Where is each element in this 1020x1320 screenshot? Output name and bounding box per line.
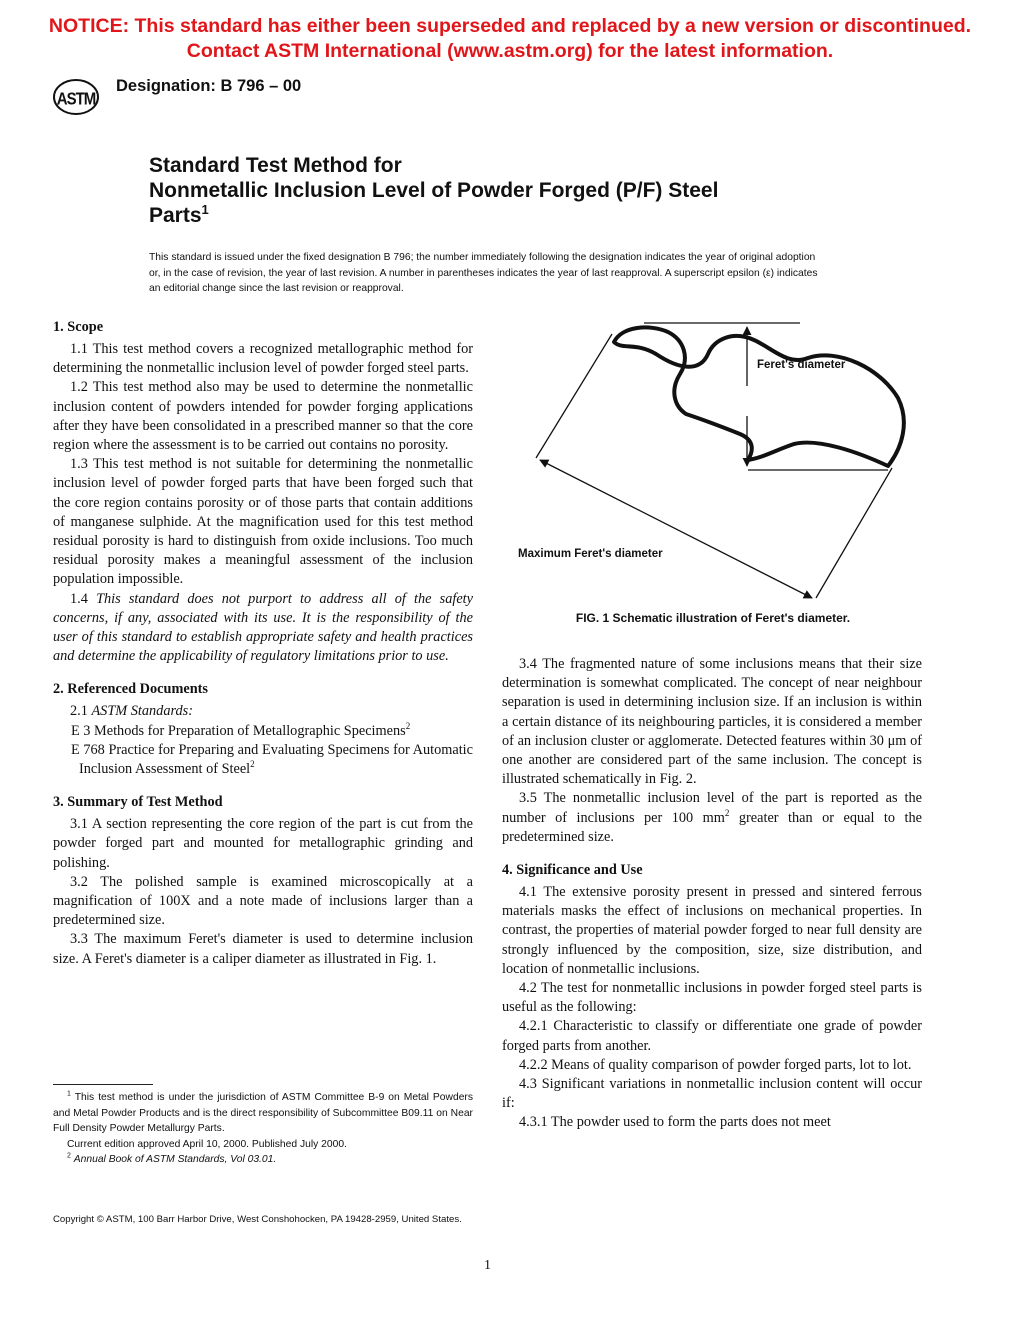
page-number: 1 [484, 1258, 491, 1273]
para-1-1: 1.1 This test method covers a recognized metallographic method for determining the nonmetallic inclusion level of powder forged steel parts. [53, 341, 473, 377]
notice-banner [0, 14, 1020, 64]
title-line-1: Standard Test Method for [149, 154, 402, 177]
para-3-5: 3.5 The nonmetallic inclusion level of the part is reported as the number of inclusions per 100 $mm^2$ greater than or equal to the predetermined size. [502, 790, 922, 845]
issuance-note: This standard is issued under the fixed designation B 796; the number immediately following the designation indicates the year of original adoption or, in the case of revision, the year of last revision. A number in parentheses indicates the year of last reapproval. A superscript epsilon (ε) indicates an editorial change since the last revision or reapproval. [149, 252, 818, 294]
section-2-heading: 2. Referenced Documents [53, 681, 208, 698]
para-3-4: 3.4 The fragmented nature of some inclusions means that their size determination is somewhat complicated. The concept of near neighbour separation is used in determining inclusion size. If an inclusion is within a certain distance of its neighbouring particles, it is considered a member of an inclusion cluster or agglomerate. Detected features within 30 μm of one another are considered part of the same inclusion. The concept is illustrated schematically in Fig. 2. [502, 656, 922, 788]
para-3-1: 3.1 A section representing the core region of the part is cut from the powder forged part and mounted for metallographic grinding and polishing. [53, 816, 473, 871]
section-1-heading: 1. Scope [53, 319, 104, 335]
max-feret-diameter-label: Maximum Feret's diameter [518, 548, 663, 560]
para-4-2: 4.2 The test for nonmetallic inclusions in powder forged steel parts is useful as the following: [502, 980, 922, 1016]
reference-e3: E 3 Methods for Preparation of Metallographic Specimens$^2$ [71, 720, 411, 739]
notice-line-2: Contact ASTM International (www.astm.org) for the latest information. [186, 40, 834, 62]
footnote-1-edition: Current edition approved April 10, 2000. Published July 2000. [67, 1138, 347, 1150]
reference-e768: E 768 Practice for Preparing and Evaluating Specimens for Automatic Inclusion Assessment of Steel$^2$ [71, 741, 473, 778]
title-footnote-mark: 1 [201, 202, 209, 217]
astm-logo [52, 78, 104, 116]
title-line-2: Nonmetallic Inclusion Level of Powder Forged (P/F) Steel [149, 179, 719, 202]
section-3-heading: 3. Summary of Test Method [53, 794, 223, 811]
figure-1-diagram [518, 318, 928, 618]
feret-diameter-label: Feret's diameter [757, 359, 846, 371]
para-4-1: 4.1 The extensive porosity present in pressed and sintered ferrous materials masks the effect of inclusions on mechanical properties. In contrast, the properties of material powder forged to near full density are strongly influenced by the composition, size, size distribution, and location of nonmetallic inclusions. [502, 884, 922, 977]
para-1-4: 1.4 This standard does not purport to address all of the safety concerns, if any, associated with its use. It is the responsibility of the user of this standard to establish appropriate safety and health practices and determine the applicability of regulatory limitations prior to use. [53, 590, 473, 665]
section-4-heading: 4. Significance and Use [502, 862, 643, 879]
para-4-2-1: 4.2.1 Characteristic to classify or differentiate one grade of powder forged parts from another. [502, 1018, 922, 1054]
left-column [53, 318, 473, 969]
footnotes [53, 1090, 473, 1168]
footnote-1: $^1$ This test method is under the jurisdiction of ASTM Committee B-9 on Metal Powders and Metal Powder Products and is the direct responsibility of Subcommittee B09.11 on Near Full Density Powder Metallurgy Parts. [53, 1090, 473, 1134]
inclusion-outline [614, 327, 904, 466]
para-4-3: 4.3 Significant variations in nonmetallic inclusion content will occur if: [502, 1076, 922, 1112]
designation: Designation: B 796 – 00 [116, 77, 302, 95]
para-4-2-2: 4.2.2 Means of quality comparison of powder forged parts, lot to lot. [519, 1056, 912, 1073]
footnote-2: $^2$ Annual Book of ASTM Standards, Vol 03.01. [67, 1152, 277, 1165]
para-4-3-1: 4.3.1 The powder used to form the parts does not meet [519, 1114, 831, 1131]
notice-line-1: NOTICE: This standard has either been superseded and replaced by a new version or discontinued. [48, 15, 972, 37]
copyright-line: Copyright © ASTM, 100 Barr Harbor Drive, West Conshohocken, PA 19428-2959, United States. [53, 1214, 462, 1225]
para-1-3: 1.3 This test method is not suitable for determining the nonmetallic inclusion level of powder forged parts that have been forged such that the core region contains porosity or of those parts that contain additions of manganese sulphide. At the magnification used for this test method residual porosity is hard to distinguish from oxide inclusions. Too much residual porosity makes a meaningful assessment of the inclusion population impossible. [53, 456, 473, 588]
figure-1-caption: FIG. 1 Schematic illustration of Feret's diameter. [575, 611, 851, 625]
right-column [502, 655, 922, 1133]
para-1-2: 1.2 This test method also may be used to determine the nonmetallic inclusion content of powders intended for powder forging applications after they have been consolidated in a prescribed manner so that the core region where the assessment is to be carried out contains no porosity. [53, 379, 473, 454]
logo-text: ASTM [56, 89, 96, 109]
para-3-3: 3.3 The maximum Feret's diameter is used to determine inclusion size. A Feret's diameter is a caliper diameter as illustrated in Fig. 1. [53, 931, 473, 967]
para-2-1: 2.1 ASTM Standards: [70, 703, 193, 720]
footnote-rule [53, 1084, 153, 1085]
para-3-2: 3.2 The polished sample is examined microscopically at a magnification of 100X and a note made of inclusions larger than a predetermined size. [53, 873, 473, 929]
document-title [149, 153, 869, 228]
title-line-3: Parts$^1$ [149, 202, 209, 227]
